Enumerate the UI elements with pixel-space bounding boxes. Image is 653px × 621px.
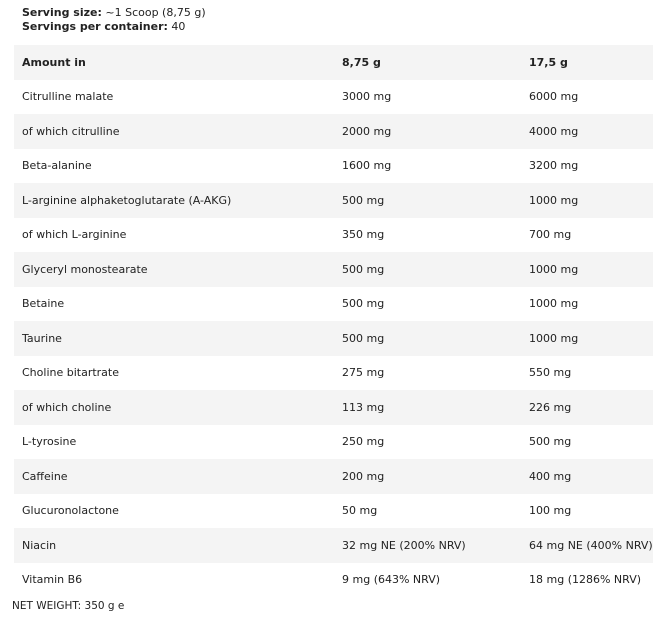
- header-amount-in: Amount in: [22, 55, 86, 69]
- table-row: [14, 425, 653, 460]
- ingredient-name: Beta-alanine: [22, 159, 92, 173]
- ingredient-name: Glucuronolactone: [22, 504, 119, 518]
- amount-double-serving: 3200 mg: [529, 159, 579, 173]
- amount-single-serving: 350 mg: [342, 228, 385, 242]
- table-row: [14, 390, 653, 425]
- table-row: [14, 114, 653, 149]
- ingredient-name: L-arginine alphaketoglutarate (A-AKG): [22, 193, 232, 207]
- nutrition-table: [14, 45, 653, 597]
- ingredient-name: Caffeine: [22, 469, 68, 483]
- table-row: [14, 494, 653, 529]
- table-row: [14, 287, 653, 322]
- servings-per-container-value: 40: [167, 20, 186, 33]
- table-row: [14, 321, 653, 356]
- amount-single-serving: 500 mg: [342, 331, 385, 345]
- amount-single-serving: 9 mg (643% NRV): [342, 573, 441, 587]
- serving-size-label: Serving size:: [22, 6, 102, 19]
- amount-single-serving: 50 mg: [342, 504, 378, 518]
- table-row: [14, 528, 653, 563]
- amount-single-serving: 3000 mg: [342, 90, 392, 104]
- ingredient-name: L-tyrosine: [22, 435, 77, 449]
- table-header-row: [14, 45, 653, 80]
- header-single-serving: 8,75 g: [342, 55, 381, 69]
- amount-single-serving: 275 mg: [342, 366, 385, 380]
- amount-double-serving: 1000 mg: [529, 331, 579, 345]
- ingredient-name: of which citrulline: [22, 124, 120, 138]
- amount-double-serving: 64 mg NE (400% NRV): [529, 538, 653, 552]
- ingredient-name: Choline bitartrate: [22, 366, 120, 380]
- table-row: [14, 356, 653, 391]
- ingredient-name: of which L-arginine: [22, 228, 127, 242]
- table-row: [14, 252, 653, 287]
- amount-single-serving: 2000 mg: [342, 124, 392, 138]
- table-row: [14, 459, 653, 494]
- amount-single-serving: 1600 mg: [342, 159, 392, 173]
- amount-single-serving: 32 mg NE (200% NRV): [342, 538, 466, 552]
- amount-double-serving: 1000 mg: [529, 297, 579, 311]
- amount-double-serving: 700 mg: [529, 228, 572, 242]
- amount-single-serving: 500 mg: [342, 193, 385, 207]
- ingredient-name: of which choline: [22, 400, 112, 414]
- header-double-serving: 17,5 g: [529, 55, 568, 69]
- net-weight: NET WEIGHT: 350 g e: [12, 600, 125, 612]
- amount-double-serving: 550 mg: [529, 366, 572, 380]
- amount-single-serving: 500 mg: [342, 297, 385, 311]
- ingredient-name: Glyceryl monostearate: [22, 262, 148, 276]
- amount-single-serving: 250 mg: [342, 435, 385, 449]
- amount-double-serving: 500 mg: [529, 435, 572, 449]
- amount-double-serving: 100 mg: [529, 504, 572, 518]
- ingredient-name: Taurine: [22, 331, 62, 345]
- ingredient-name: Citrulline malate: [22, 90, 114, 104]
- serving-info: [22, 6, 206, 34]
- amount-single-serving: 200 mg: [342, 469, 385, 483]
- amount-double-serving: 1000 mg: [529, 193, 579, 207]
- table-row: [14, 563, 653, 598]
- servings-per-container-line: [22, 20, 206, 34]
- table-row: [14, 218, 653, 253]
- ingredient-name: Niacin: [22, 538, 57, 552]
- amount-double-serving: 4000 mg: [529, 124, 579, 138]
- amount-double-serving: 6000 mg: [529, 90, 579, 104]
- ingredient-name: Vitamin B6: [22, 573, 83, 587]
- amount-double-serving: 18 mg (1286% NRV): [529, 573, 642, 587]
- amount-double-serving: 400 mg: [529, 469, 572, 483]
- amount-double-serving: 1000 mg: [529, 262, 579, 276]
- table-row: [14, 80, 653, 115]
- table-row: [14, 183, 653, 218]
- serving-size-value: ~1 Scoop (8,75 g): [101, 6, 206, 19]
- table-row: [14, 149, 653, 184]
- amount-single-serving: 500 mg: [342, 262, 385, 276]
- ingredient-name: Betaine: [22, 297, 65, 311]
- servings-per-container-label: Servings per container:: [22, 20, 168, 33]
- amount-double-serving: 226 mg: [529, 400, 572, 414]
- amount-single-serving: 113 mg: [342, 400, 385, 414]
- table-body: [14, 80, 653, 598]
- serving-size-line: [22, 6, 206, 20]
